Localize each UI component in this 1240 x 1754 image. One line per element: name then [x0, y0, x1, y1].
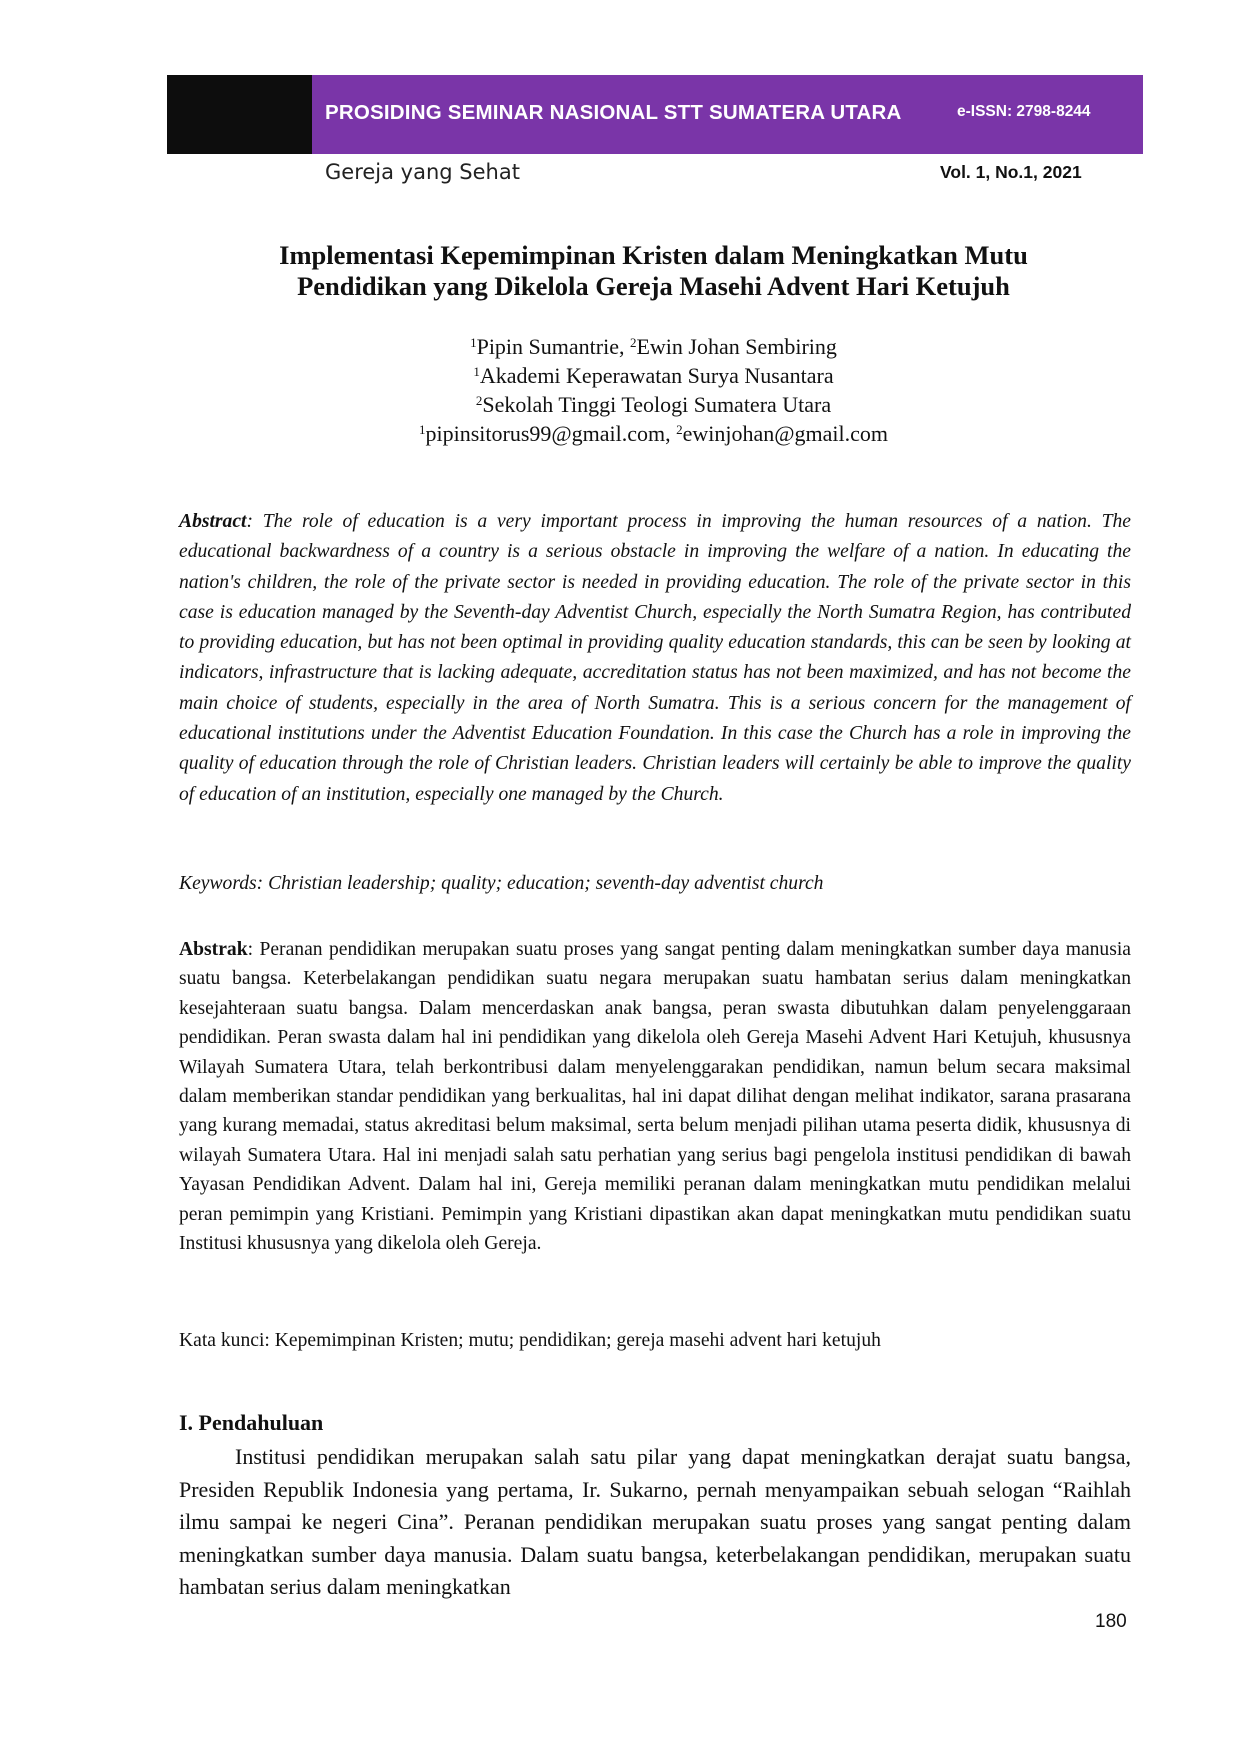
affiliation1-text: Akademi Keperawatan Surya Nusantara: [479, 363, 834, 388]
author-block: [180, 332, 1127, 448]
author2-name: Ewin Johan Sembiring: [636, 334, 837, 359]
header-black-block: [167, 75, 312, 154]
email2-marker: 2: [676, 422, 683, 437]
affiliation1-marker: 1: [473, 364, 480, 379]
email2: ewinjohan@gmail.com: [682, 421, 889, 446]
abstract-indonesian: [179, 935, 1131, 1258]
page-number: 180: [1095, 1611, 1127, 1632]
issue-theme: Gereja yang Sehat: [325, 160, 520, 184]
journal-name: PROSIDING SEMINAR NASIONAL STT SUMATERA UTARA: [325, 101, 902, 124]
email1-marker: 1: [418, 422, 426, 437]
volume-label: Vol. 1, No.1, 2021: [940, 162, 1082, 182]
abstract-english-text: : The role of education is a very important process in improving the human resources of a nation. The educational backwardness of a country is a serious obstacle in improving the welfare of a nation. In educating the nation's children, the role of the private sector is needed in providing education. The role of the private sector in this case is education managed by the Seventh-day Adventist Church, especially the North Sumatra Region, has contributed to providing education, but has not been optimal in providing quality education standards, this can be seen by looking at indicators, infrastructure that is lacking adequate, accreditation status has not been maximized, and has not become the main choice of students, especially in the area of North Sumatra. This is a serious concern for the management of educational institutions under the Adventist Education Foundation. In this case the Church has a role in improving the quality of education through the role of Christian leaders. Christian leaders will certainly be able to improve the quality of education of an institution, especially one managed by the Church.: [179, 511, 1131, 805]
section-heading-introduction: I. Pendahuluan: [179, 1410, 324, 1435]
keywords-english: Keywords: Christian leadership; quality; education; seventh-day adventist church: [179, 873, 824, 894]
abstrak-label: Abstrak: [179, 939, 248, 960]
author2-marker: 2: [629, 335, 637, 350]
paper-title: [180, 240, 1127, 302]
keywords-indonesian: Kata kunci: Kepemimpinan Kristen; mutu; pendidikan; gereja masehi advent hari ketujuh: [179, 1330, 881, 1351]
author1-marker: 1: [470, 335, 477, 350]
affiliation-1: [180, 361, 1127, 390]
abstract-label: Abstract: [179, 511, 247, 532]
author-names: [180, 332, 1127, 361]
author1-name: Pipin Sumantrie,: [476, 334, 630, 359]
issn-label: e-ISSN: 2798-8244: [957, 103, 1091, 120]
abstract-english: [179, 507, 1131, 810]
affiliation-2: [180, 390, 1127, 419]
email1: pipinsitorus99@gmail.com,: [425, 421, 677, 446]
introduction-paragraph: Institusi pendidikan merupakan salah satu pilar yang dapat meningkatkan derajat suatu bangsa, Presiden Republik Indonesia yang pertama, Ir. Sukarno, pernah menyampaikan sebuah selogan “Raihlah ilmu sampai ke negeri Cina”. Peranan pendidikan merupakan suatu proses yang sangat penting dalam meningkatkan sumber daya manusia. Dalam suatu bangsa, keterbelakangan pendidikan, merupakan suatu hambatan serius dalam meningkatkan: [179, 1444, 1131, 1600]
title-line-1: Implementasi Kepemimpinan Kristen dalam Meningkatkan Mutu: [279, 240, 1028, 270]
title-line-2: Pendidikan yang Dikelola Gereja Masehi Advent Hari Ketujuh: [297, 271, 1010, 301]
abstract-indonesian-text: : Peranan pendidikan merupakan suatu proses yang sangat penting dalam meningkatkan sumber daya manusia suatu bangsa. Keterbelakangan pendidikan suatu negara merupakan suatu hambatan serius dalam meningkatkan kesejahteraan suatu bangsa. Dalam mencerdaskan anak bangsa, peran swasta dibutuhkan dalam penyelenggaraan pendidikan. Peran swasta dalam hal ini pendidikan yang dikelola oleh Gereja Masehi Advent Hari Ketujuh, khususnya Wilayah Sumatera Utara, telah berkontribusi dalam menyelenggarakan pendidikan, namun belum secara maksimal dalam memberikan standar pendidikan yang berkualitas, hal ini dapat dilihat dengan melihat indikator, sarana prasarana yang kurang memadai, status akreditasi belum maksimal, serta belum menjadi pilihan utama peserta didik, khususnya di wilayah Sumatera Utara. Hal ini menjadi salah satu perhatian yang serius bagi pengelola institusi pendidikan di bawah Yayasan Pendidikan Advent. Dalam hal ini, Gereja memiliki peranan dalam meningkatkan mutu pendidikan melalui peran pemimpin yang Kristiani. Pemimpin yang Kristiani dipastikan akan dapat meningkatkan mutu pendidikan suatu Institusi khususnya yang dikelola oleh Gereja.: [179, 939, 1131, 1255]
author-emails: [180, 419, 1127, 448]
affiliation2-marker: 2: [475, 393, 483, 408]
affiliation2-text: Sekolah Tinggi Teologi Sumatera Utara: [482, 392, 832, 417]
